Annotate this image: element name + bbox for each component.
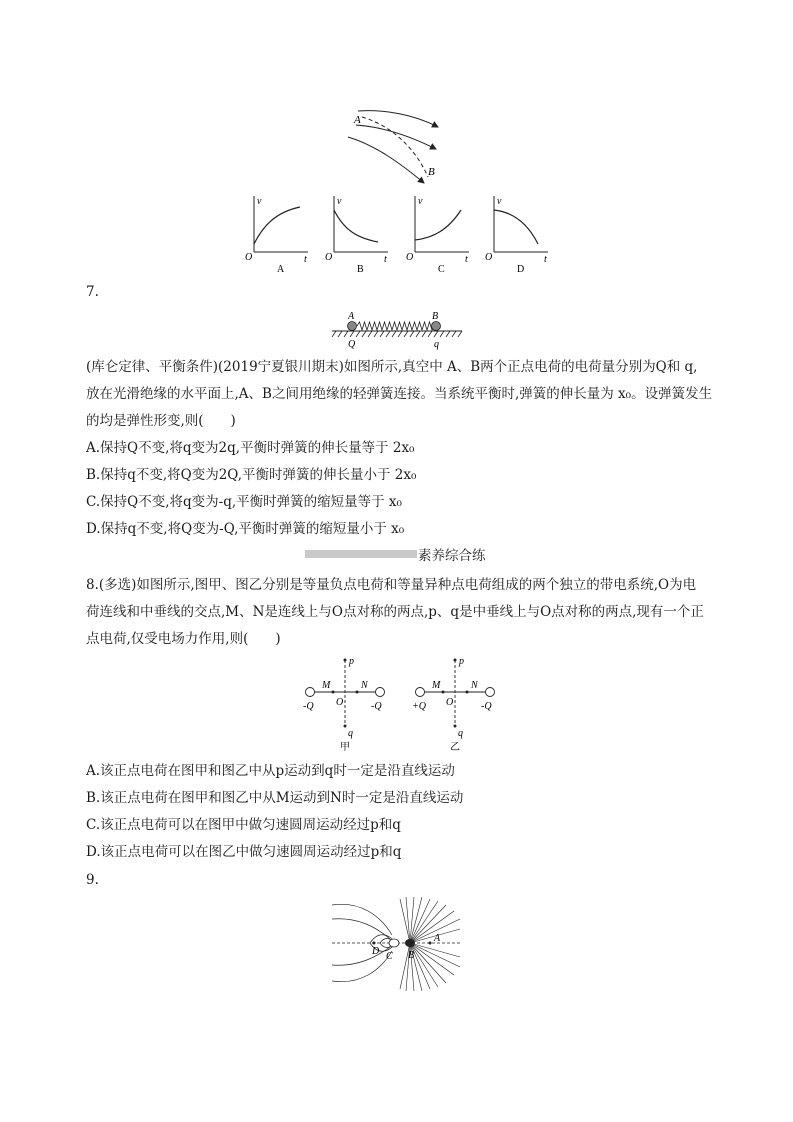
q8-option-a[interactable]: A.该正点电荷在图甲和图乙中从p运动到q时一定是沿直线运动 (86, 763, 455, 779)
graph-caption: B (357, 264, 364, 274)
label-a: A (434, 933, 441, 944)
label-b: B (408, 950, 415, 961)
q7-option-a[interactable]: A.保持Q不变,将q变为2q,平衡时弹簧的伸长量等于 2x₀ (86, 440, 415, 456)
label-q: q (458, 728, 463, 739)
charge-right-yi (486, 688, 495, 697)
left-charge-label: +Q (412, 701, 426, 712)
section-title: 素养综合练 (418, 548, 486, 564)
label-a: A (348, 311, 355, 322)
field-lines-figure (340, 105, 450, 190)
vt-graph-a (242, 192, 312, 274)
figure-jia (300, 652, 390, 752)
q8-stem-line-1: 8.(多选)如图所示,图甲、图乙分别是等量负点电荷和等量异种点电荷组成的两个独立的带电系统,O为电 (86, 577, 697, 593)
field-line-figure-q9 (330, 895, 462, 993)
label-o: O (446, 697, 454, 708)
label-q: q (348, 728, 353, 739)
q7-option-d[interactable]: D.保持q不变,将Q变为-Q,平衡时弹簧的缩短量小于 x₀ (86, 521, 405, 537)
axis-t: t (544, 254, 547, 265)
spring-figure (330, 308, 465, 350)
label-big-q: Q (348, 339, 356, 350)
label-c: C (386, 951, 393, 962)
label-m: M (322, 680, 331, 691)
label-b: B (432, 311, 439, 322)
q8-option-c[interactable]: C.该正点电荷可以在图甲中做匀速圆周运动经过p和q (86, 817, 401, 833)
q7-number: 7. (86, 284, 99, 300)
q8-stem-line-3: 点电荷,仅受电场力作用,则( ) (86, 631, 281, 647)
q7-option-c[interactable]: C.保持Q不变,将q变为-q,平衡时弹簧的缩短量等于 x₀ (86, 494, 402, 510)
point-b-label: B (428, 166, 435, 178)
left-charge-label: -Q (303, 701, 314, 712)
vt-graph-d (482, 192, 552, 274)
origin-label: O (245, 252, 253, 263)
charge-left-jia (306, 688, 315, 697)
section-divider-bar (305, 550, 417, 558)
right-charge-label: -Q (371, 701, 382, 712)
charge-a-ball (348, 322, 357, 331)
axis-v: v (418, 196, 423, 207)
graph-caption: A (277, 264, 285, 274)
charge-left-yi (416, 688, 425, 697)
q8-stem-line-2: 荷连线和中垂线的交点,M、N是连线上与O点对称的两点,p、q是中垂线上与O点对称的两点,现有一个正 (86, 604, 704, 620)
charge-right-jia (376, 688, 385, 697)
label-d: D (372, 946, 380, 957)
graph-caption: D (517, 264, 525, 274)
vt-graph-b (322, 192, 392, 274)
axis-v: v (257, 196, 262, 207)
origin-label: O (325, 252, 333, 263)
q9-number: 9. (86, 872, 99, 888)
q7-stem-line-3: 的均是弹性形变,则( ) (86, 413, 236, 429)
vt-graph-c (403, 192, 473, 274)
label-small-q: q (434, 339, 439, 350)
charge-right-q9 (405, 939, 415, 947)
label-n: N (361, 680, 368, 691)
axis-t: t (465, 254, 468, 265)
axis-t: t (304, 254, 307, 265)
q8-option-b[interactable]: B.该正点电荷在图甲和图乙中从M运动到N时一定是沿直线运动 (86, 790, 464, 806)
label-n: N (471, 680, 478, 691)
axis-t: t (384, 254, 387, 265)
right-charge-label: -Q (481, 701, 492, 712)
label-m: M (432, 680, 441, 691)
charge-left-q9 (389, 939, 399, 947)
figure-caption: 乙 (450, 742, 460, 752)
graph-caption: C (438, 264, 445, 274)
origin-label: O (485, 252, 493, 263)
q7-stem-line-1: (库仑定律、平衡条件)(2019宁夏银川期末)如图所示,真空中 A、B两个正点电荷的电荷量分别为Q和 q, (86, 359, 698, 375)
axis-v: v (497, 196, 502, 207)
axis-v: v (337, 196, 342, 207)
point-a-label: A (354, 114, 361, 126)
q8-option-d[interactable]: D.该正点电荷可以在图乙中做匀速圆周运动经过p和q (86, 844, 402, 860)
label-p: p (459, 656, 464, 667)
charge-b-ball (432, 322, 441, 331)
q7-stem-line-2: 放在光滑绝缘的水平面上,A、B之间用绝缘的轻弹簧连接。当系统平衡时,弹簧的伸长量为 x₀。设弹簧发生 (86, 386, 713, 402)
figure-caption: 甲 (340, 742, 350, 752)
label-p: p (349, 656, 354, 667)
q7-option-b[interactable]: B.保持q不变,将Q变为2Q,平衡时弹簧的伸长量小于 2x₀ (86, 467, 417, 483)
label-o: O (336, 697, 344, 708)
figure-yi (410, 652, 500, 752)
origin-label: O (406, 252, 414, 263)
